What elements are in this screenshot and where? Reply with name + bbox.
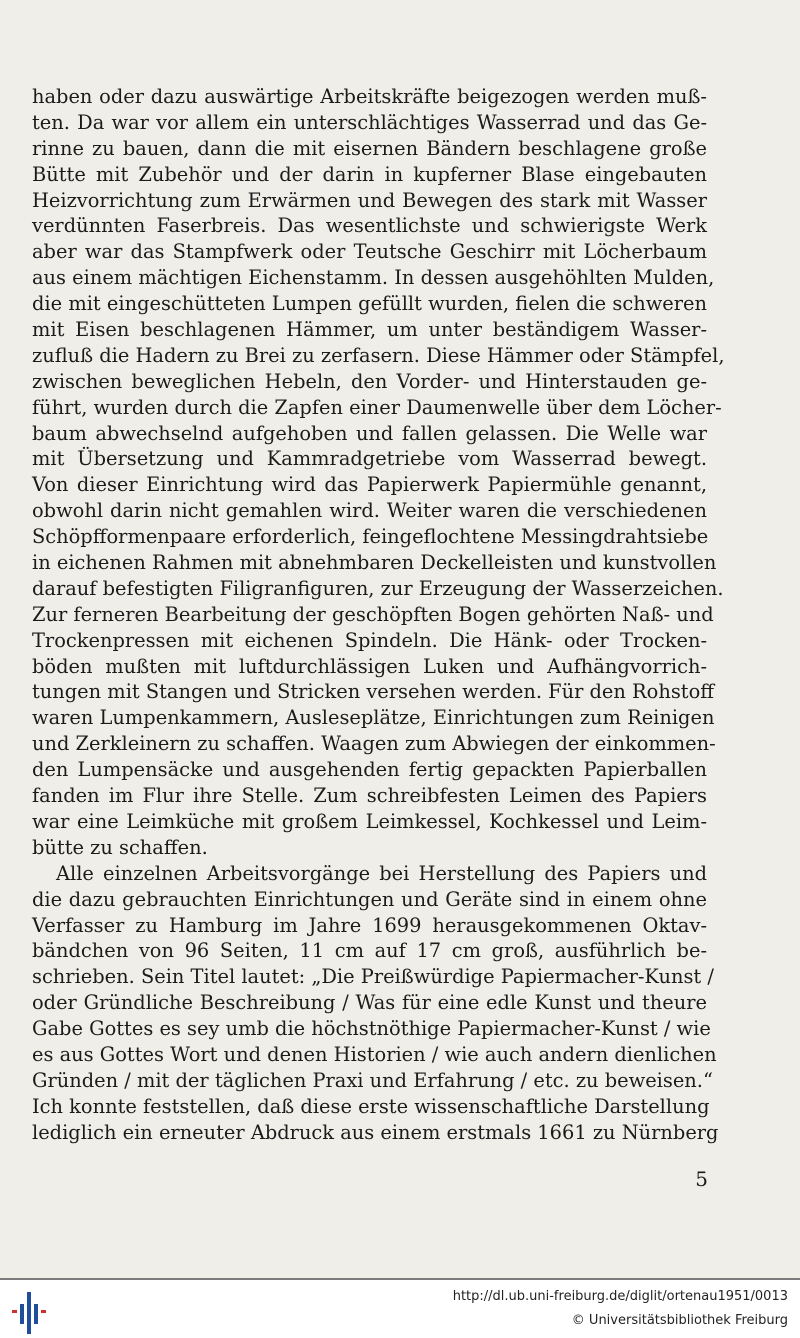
text-line: haben oder dazu auswärtige Arbeitskräfte beigezogen werden muß- xyxy=(32,85,707,108)
text-line: die mit eingeschütteten Lumpen gefüllt wurden, fielen die schweren xyxy=(32,292,707,316)
copyright-notice: © Universitätsbibliothek Freiburg xyxy=(571,1313,788,1328)
ub-freiburg-logo-icon xyxy=(10,1292,50,1334)
text-line: bütte zu schaffen. xyxy=(32,835,208,859)
text-line: böden mußten mit luftdurchlässigen Luken und Aufhängvorrich- xyxy=(32,654,707,678)
text-line: führt, wurden durch die Zapfen einer Daumenwelle über dem Löcher- xyxy=(32,395,722,419)
text-line: mit Übersetzung und Kammradgetriebe vom Wasserrad bewegt. xyxy=(32,447,707,471)
text-line: obwohl darin nicht gemahlen wird. Weiter waren die verschiedenen xyxy=(32,499,707,523)
text-line: fanden im Flur ihre Stelle. Zum schreibfesten Leimen des Papiers xyxy=(32,784,707,808)
text-line: Ich konnte feststellen, daß diese erste wissenschaftliche Darstellung xyxy=(32,1094,710,1118)
text-line: lediglich ein erneuter Abdruck aus einem erstmals 1661 zu Nürnberg xyxy=(32,1120,719,1144)
text-line: Verfasser zu Hamburg im Jahre 1699 herausgekommenen Oktav- xyxy=(32,913,707,937)
body-text xyxy=(32,84,725,1146)
text-line: die dazu gebrauchten Einrichtungen und Geräte sind in einem ohne xyxy=(32,887,707,911)
text-line: rinne zu bauen, dann die mit eisernen Bändern beschlagene große xyxy=(32,136,707,160)
text-line: schrieben. Sein Titel lautet: „Die Preißwürdige Papiermacher-Kunst / xyxy=(32,965,714,989)
text-line: tungen mit Stangen und Stricken versehen werden. Für den Rohstoff xyxy=(32,680,715,704)
text-line: Alle einzelnen Arbeitsvorgänge bei Herstellung des Papiers und xyxy=(56,861,707,885)
text-line: Heizvorrichtung zum Erwärmen und Bewegen des stark mit Wasser xyxy=(32,188,707,212)
text-line: Schöpfformenpaare erforderlich, feingeflochtene Messingdrahtsiebe xyxy=(32,525,709,549)
text-line: waren Lumpenkammern, Ausleseplätze, Einrichtungen zum Reinigen xyxy=(32,706,715,730)
text-line: bändchen von 96 Seiten, 11 cm auf 17 cm groß, ausführlich be- xyxy=(32,939,707,963)
text-line: ten. Da war vor allem ein unterschlächtiges Wasserrad und das Ge- xyxy=(32,110,707,134)
text-line: Von dieser Einrichtung wird das Papierwerk Papiermühle genannt, xyxy=(32,473,707,497)
text-line: mit Eisen beschlagenen Hämmer, um unter beständigem Wasser- xyxy=(32,318,707,342)
text-line: Trockenpressen mit eichenen Spindeln. Die Hänk- oder Trocken- xyxy=(32,628,707,652)
text-line: oder Gründliche Beschreibung / Was für eine edle Kunst und theure xyxy=(32,991,707,1015)
text-line: zufluß die Hadern zu Brei zu zerfasern. Diese Hämmer oder Stämpfel, xyxy=(32,343,725,367)
source-url-link[interactable]: http://dl.ub.uni-freiburg.de/diglit/ortenau1951/0013 xyxy=(452,1289,788,1304)
page-number: 5 xyxy=(695,1167,708,1191)
text-line: Zur ferneren Bearbeitung der geschöpften Bogen gehörten Naß- und xyxy=(32,602,714,626)
text-line: aus einem mächtigen Eichenstamm. In dessen ausgehöhlten Mulden, xyxy=(32,266,715,290)
text-line: den Lumpensäcke und ausgehenden fertig gepackten Papierballen xyxy=(32,758,707,782)
text-line: zwischen beweglichen Hebeln, den Vorder- und Hinterstauden ge- xyxy=(32,369,707,393)
text-line: Gabe Gottes es sey umb die höchstnöthige Papiermacher-Kunst / wie xyxy=(32,1017,711,1041)
text-line: Gründen / mit der täglichen Praxi und Erfahrung / etc. zu beweisen.“ xyxy=(32,1068,713,1092)
footer-bar xyxy=(0,1278,800,1338)
text-line: darauf befestigten Filigranfiguren, zur Erzeugung der Wasserzeichen. xyxy=(32,576,724,600)
text-line: aber war das Stampfwerk oder Teutsche Geschirr mit Löcherbaum xyxy=(32,240,707,264)
text-line: Bütte mit Zubehör und der darin in kupferner Blase eingebauten xyxy=(32,162,707,186)
text-line: baum abwechselnd aufgehoben und fallen gelassen. Die Welle war xyxy=(32,421,707,445)
text-line: in eichenen Rahmen mit abnehmbaren Deckelleisten und kunstvollen xyxy=(32,551,717,575)
text-line: verdünnten Faserbreis. Das wesentlichste und schwierigste Werk xyxy=(32,214,707,238)
text-line: war eine Leimküche mit großem Leimkessel, Kochkessel und Leim- xyxy=(32,809,707,833)
text-line: es aus Gottes Wort und denen Historien / wie auch andern dienlichen xyxy=(32,1042,717,1066)
text-line: und Zerkleinern zu schaffen. Waagen zum Abwiegen der einkommen- xyxy=(32,732,716,756)
